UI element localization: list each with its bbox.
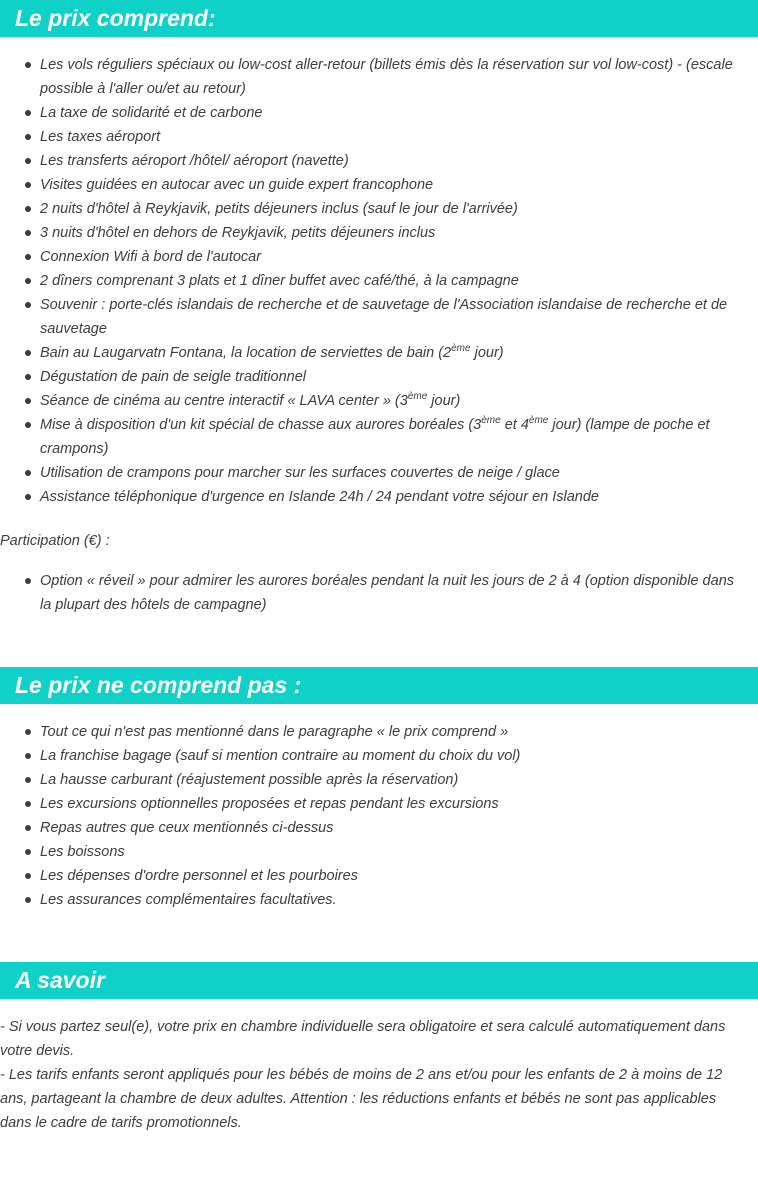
list-item: Les vols réguliers spéciaux ou low-cost aller-retour (billets émis dès la réservation sur vol low-cost) - (escale possible à l'aller ou/et au retour)	[0, 53, 758, 101]
list-item: Option « réveil » pour admirer les aurores boréales pendant la nuit les jours de 2 à 4 (option disponible dans la plupart des hôtels de campagne)	[0, 569, 758, 617]
excluded-list	[0, 720, 758, 912]
savoir-notes	[0, 1015, 758, 1135]
list-item: Visites guidées en autocar avec un guide expert francophone	[0, 173, 758, 197]
list-item: Souvenir : porte-clés islandais de recherche et de sauvetage de l'Association islandaise de recherche et de sauvetage	[0, 293, 758, 341]
list-item: Tout ce qui n'est pas mentionné dans le paragraphe « le prix comprend »	[0, 720, 758, 744]
list-item-bain: Bain au Laugarvatn Fontana, la location de serviettes de bain (2ème jour)	[0, 341, 758, 365]
list-item: Utilisation de crampons pour marcher sur les surfaces couvertes de neige / glace	[0, 461, 758, 485]
savoir-note: - Les tarifs enfants seront appliqués pour les bébés de moins de 2 ans et/ou pour les enfants de 2 à moins de 12 ans, partageant la chambre de deux adultes. Attention : les réductions enfants et bébés ne sont pas applicables dans le cadre de tarifs promotionnels.	[0, 1067, 723, 1131]
section-title-savoir: A savoir	[0, 962, 758, 999]
list-item: Les excursions optionnelles proposées et repas pendant les excursions	[0, 792, 758, 816]
list-item: Dégustation de pain de seigle traditionnel	[0, 365, 758, 389]
list-item-cinema: Séance de cinéma au centre interactif « LAVA center » (3ème jour)	[0, 389, 758, 413]
list-item: Assistance téléphonique d'urgence en Islande 24h / 24 pendant votre séjour en Islande	[0, 485, 758, 509]
list-item: Les transferts aéroport /hôtel/ aéroport (navette)	[0, 149, 758, 173]
list-item: Les taxes aéroport	[0, 125, 758, 149]
list-item: 2 nuits d'hôtel à Reykjavik, petits déjeuners inclus (sauf le jour de l'arrivée)	[0, 197, 758, 221]
list-item: Les dépenses d'ordre personnel et les pourboires	[0, 864, 758, 888]
list-item: Les assurances complémentaires facultatives.	[0, 888, 758, 912]
list-item: Les boissons	[0, 840, 758, 864]
participation-label: Participation (€) :	[0, 533, 110, 549]
list-item: 2 dîners comprenant 3 plats et 1 dîner buffet avec café/thé, à la campagne	[0, 269, 758, 293]
list-item-kit: Mise à disposition d'un kit spécial de chasse aux aurores boréales (3ème et 4ème jour) (lampe de poche et crampons)	[0, 413, 758, 461]
list-item: La franchise bagage (sauf si mention contraire au moment du choix du vol)	[0, 744, 758, 768]
savoir-note: - Si vous partez seul(e), votre prix en chambre individuelle sera obligatoire et sera calculé automatiquement dans votre devis.	[0, 1019, 726, 1059]
section-title-excluded: Le prix ne comprend pas :	[0, 667, 758, 704]
list-item: Repas autres que ceux mentionnés ci-dessus	[0, 816, 758, 840]
included-list	[0, 53, 758, 509]
list-item: 3 nuits d'hôtel en dehors de Reykjavik, petits déjeuners inclus	[0, 221, 758, 245]
list-item: La hausse carburant (réajustement possible après la réservation)	[0, 768, 758, 792]
list-item: La taxe de solidarité et de carbone	[0, 101, 758, 125]
list-item: Connexion Wifi à bord de l'autocar	[0, 245, 758, 269]
options-list	[0, 569, 758, 617]
section-title-included: Le prix comprend:	[0, 0, 758, 37]
